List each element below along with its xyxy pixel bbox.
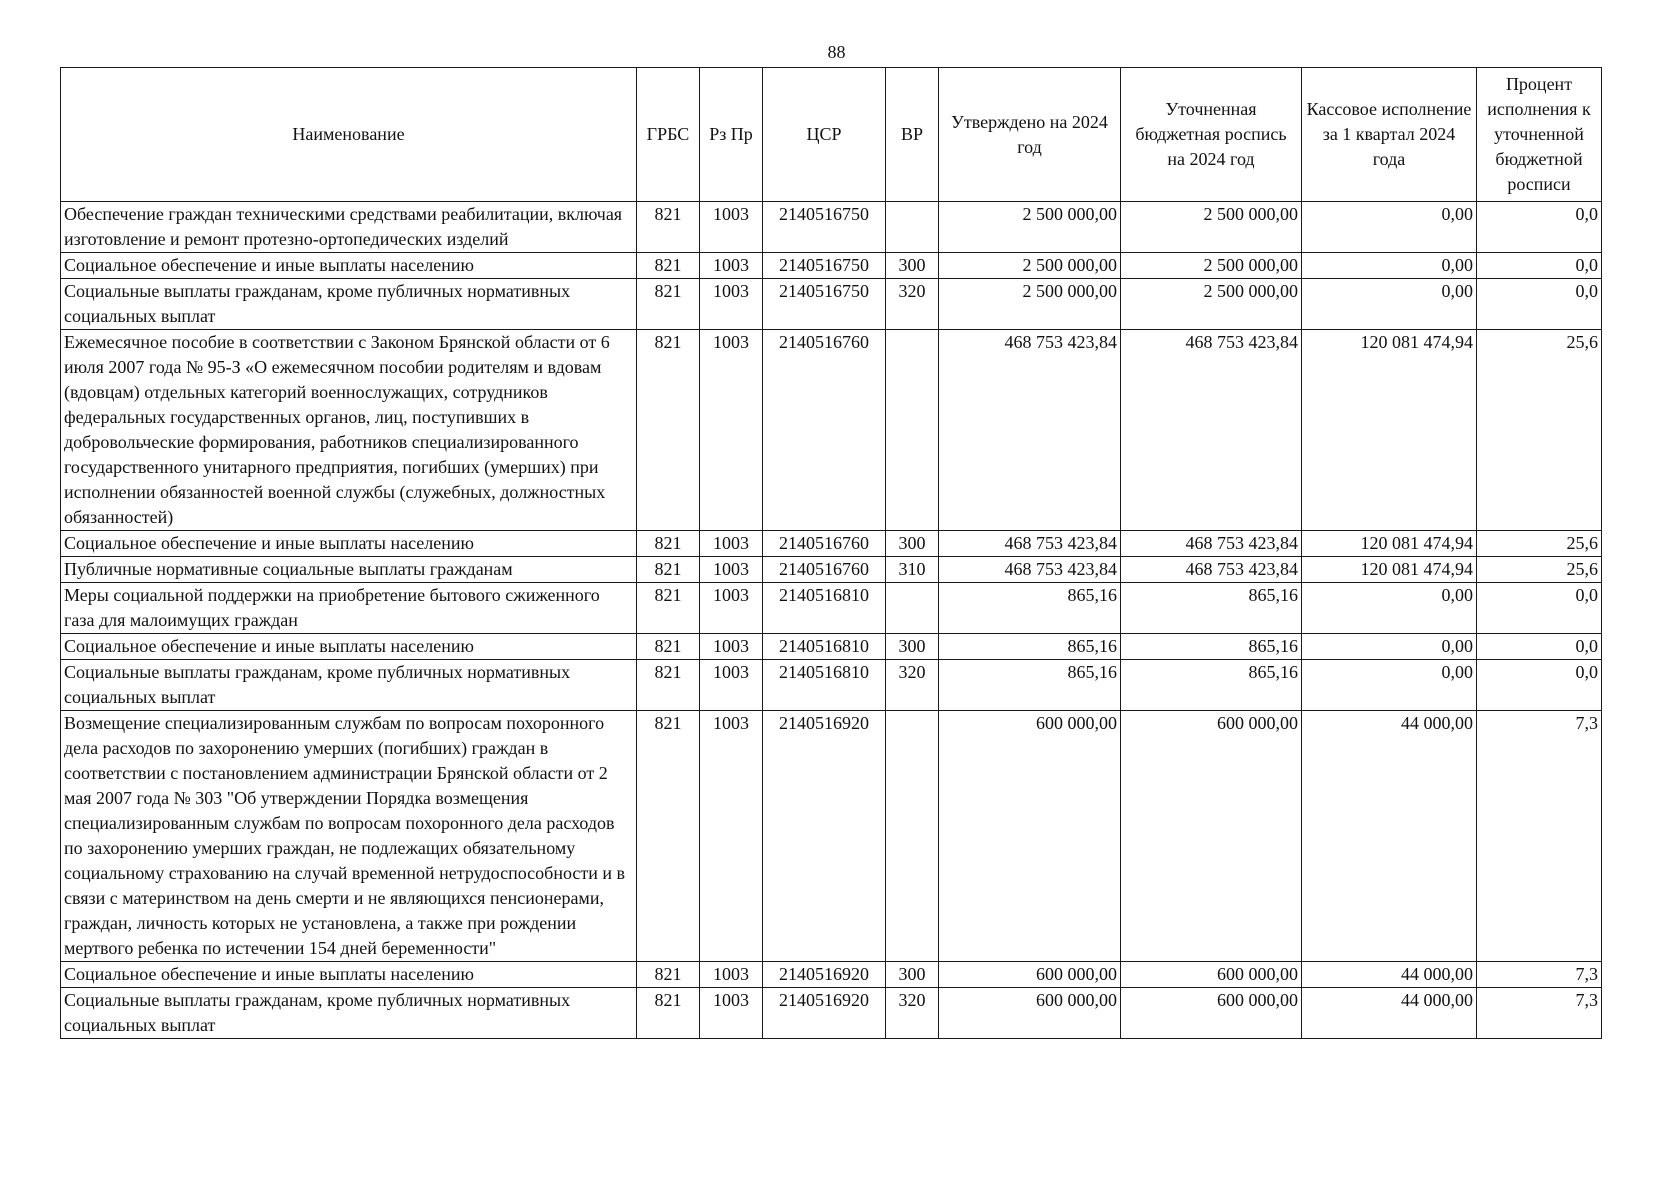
row-name: Социальные выплаты гражданам, кроме публичных нормативных социальных выплат xyxy=(61,988,637,1039)
row-percent: 0,0 xyxy=(1477,634,1602,660)
row-csr: 2140516810 xyxy=(763,660,886,711)
row-csr: 2140516810 xyxy=(763,583,886,634)
row-approved: 468 753 423,84 xyxy=(939,330,1121,531)
header-row xyxy=(61,68,1602,202)
row-name: Социальное обеспечение и иные выплаты населению xyxy=(61,962,637,988)
row-vr: 320 xyxy=(886,988,939,1039)
row-cash: 0,00 xyxy=(1302,202,1477,253)
row-approved: 468 753 423,84 xyxy=(939,531,1121,557)
table-row xyxy=(61,279,1602,330)
row-csr: 2140516920 xyxy=(763,711,886,962)
row-rzpr: 1003 xyxy=(700,279,763,330)
row-refined: 865,16 xyxy=(1121,660,1302,711)
row-vr: 300 xyxy=(886,634,939,660)
table-row xyxy=(61,557,1602,583)
row-percent: 0,0 xyxy=(1477,660,1602,711)
row-approved: 865,16 xyxy=(939,660,1121,711)
row-grbs: 821 xyxy=(637,634,700,660)
row-grbs: 821 xyxy=(637,330,700,531)
row-vr: 320 xyxy=(886,279,939,330)
row-grbs: 821 xyxy=(637,988,700,1039)
header-grbs: ГРБС xyxy=(637,68,700,202)
row-grbs: 821 xyxy=(637,531,700,557)
table-row xyxy=(61,988,1602,1039)
row-refined: 468 753 423,84 xyxy=(1121,330,1302,531)
row-name: Ежемесячное пособие в соответствии с Законом Брянской области от 6 июля 2007 года № 95-З «О ежемесячном пособии родителям и вдовам (вдовцам) отдельных категорий военнослужащих, сотрудников федеральных государственных органов, лиц, поступивших в добровольческие формирования, работников специализированного государственного унитарного предприятия, погибших (умерших) при исполнении обязанностей военной службы (служебных, должностных обязанностей) xyxy=(61,330,637,531)
header-rzpr: Рз Пр xyxy=(700,68,763,202)
header-name: Наименование xyxy=(61,68,637,202)
row-grbs: 821 xyxy=(637,711,700,962)
row-csr: 2140516810 xyxy=(763,634,886,660)
row-csr: 2140516750 xyxy=(763,279,886,330)
row-grbs: 821 xyxy=(637,660,700,711)
row-refined: 600 000,00 xyxy=(1121,962,1302,988)
row-rzpr: 1003 xyxy=(700,330,763,531)
row-refined: 865,16 xyxy=(1121,634,1302,660)
row-rzpr: 1003 xyxy=(700,557,763,583)
row-rzpr: 1003 xyxy=(700,531,763,557)
row-csr: 2140516920 xyxy=(763,962,886,988)
row-cash: 0,00 xyxy=(1302,660,1477,711)
row-percent: 25,6 xyxy=(1477,330,1602,531)
row-approved: 600 000,00 xyxy=(939,962,1121,988)
budget-table xyxy=(60,67,1602,1039)
header-approved: Утверждено на 2024 год xyxy=(939,68,1121,202)
row-vr xyxy=(886,711,939,962)
row-cash: 0,00 xyxy=(1302,279,1477,330)
row-cash: 0,00 xyxy=(1302,253,1477,279)
row-name: Обеспечение граждан техническими средствами реабилитации, включая изготовление и ремонт протезно-ортопедических изделий xyxy=(61,202,637,253)
row-vr xyxy=(886,202,939,253)
row-refined: 865,16 xyxy=(1121,583,1302,634)
row-approved: 2 500 000,00 xyxy=(939,279,1121,330)
row-percent: 25,6 xyxy=(1477,557,1602,583)
row-name: Социальные выплаты гражданам, кроме публичных нормативных социальных выплат xyxy=(61,279,637,330)
table-row xyxy=(61,531,1602,557)
row-refined: 2 500 000,00 xyxy=(1121,202,1302,253)
row-percent: 7,3 xyxy=(1477,988,1602,1039)
row-refined: 600 000,00 xyxy=(1121,711,1302,962)
page-number: 88 xyxy=(827,42,846,62)
row-rzpr: 1003 xyxy=(700,988,763,1039)
header-vr: ВР xyxy=(886,68,939,202)
row-cash: 120 081 474,94 xyxy=(1302,557,1477,583)
table-row xyxy=(61,583,1602,634)
row-cash: 44 000,00 xyxy=(1302,962,1477,988)
row-vr: 320 xyxy=(886,660,939,711)
row-approved: 865,16 xyxy=(939,583,1121,634)
row-percent: 0,0 xyxy=(1477,202,1602,253)
row-cash: 44 000,00 xyxy=(1302,711,1477,962)
row-csr: 2140516750 xyxy=(763,202,886,253)
row-rzpr: 1003 xyxy=(700,583,763,634)
row-vr xyxy=(886,330,939,531)
row-name: Социальные выплаты гражданам, кроме публичных нормативных социальных выплат xyxy=(61,660,637,711)
row-grbs: 821 xyxy=(637,583,700,634)
row-percent: 7,3 xyxy=(1477,711,1602,962)
row-cash: 120 081 474,94 xyxy=(1302,330,1477,531)
row-vr xyxy=(886,583,939,634)
row-percent: 25,6 xyxy=(1477,531,1602,557)
row-name: Меры социальной поддержки на приобретение бытового сжиженного газа для малоимущих граждан xyxy=(61,583,637,634)
row-percent: 0,0 xyxy=(1477,253,1602,279)
row-percent: 0,0 xyxy=(1477,583,1602,634)
table-row xyxy=(61,202,1602,253)
row-refined: 468 753 423,84 xyxy=(1121,531,1302,557)
table-row xyxy=(61,711,1602,962)
header-refined: Уточненная бюджетная роспись на 2024 год xyxy=(1121,68,1302,202)
row-csr: 2140516760 xyxy=(763,531,886,557)
row-csr: 2140516760 xyxy=(763,330,886,531)
row-refined: 468 753 423,84 xyxy=(1121,557,1302,583)
table-row xyxy=(61,660,1602,711)
row-refined: 600 000,00 xyxy=(1121,988,1302,1039)
table-row xyxy=(61,962,1602,988)
row-grbs: 821 xyxy=(637,202,700,253)
row-approved: 2 500 000,00 xyxy=(939,253,1121,279)
table-row xyxy=(61,330,1602,531)
row-approved: 468 753 423,84 xyxy=(939,557,1121,583)
row-csr: 2140516760 xyxy=(763,557,886,583)
row-approved: 2 500 000,00 xyxy=(939,202,1121,253)
row-csr: 2140516750 xyxy=(763,253,886,279)
row-cash: 0,00 xyxy=(1302,634,1477,660)
row-cash: 120 081 474,94 xyxy=(1302,531,1477,557)
row-csr: 2140516920 xyxy=(763,988,886,1039)
header-csr: ЦСР xyxy=(763,68,886,202)
row-name: Социальное обеспечение и иные выплаты населению xyxy=(61,253,637,279)
header-percent: Процент исполнения к уточненной бюджетной росписи xyxy=(1477,68,1602,202)
row-vr: 300 xyxy=(886,531,939,557)
row-rzpr: 1003 xyxy=(700,962,763,988)
row-rzpr: 1003 xyxy=(700,660,763,711)
row-rzpr: 1003 xyxy=(700,711,763,962)
row-grbs: 821 xyxy=(637,557,700,583)
row-grbs: 821 xyxy=(637,279,700,330)
row-refined: 2 500 000,00 xyxy=(1121,253,1302,279)
row-name: Социальное обеспечение и иные выплаты населению xyxy=(61,634,637,660)
table-row xyxy=(61,634,1602,660)
row-vr: 300 xyxy=(886,253,939,279)
row-name: Социальное обеспечение и иные выплаты населению xyxy=(61,531,637,557)
row-name: Возмещение специализированным службам по вопросам похоронного дела расходов по захоронению умерших (погибших) граждан в соответствии с постановлением администрации Брянской области от 2 мая 2007 года № 303 "Об утверждении Порядка возмещения специализированным службам по вопросам похоронного дела расходов по захоронению умерших граждан, не подлежащих обязательному социальному страхованию на случай временной нетрудоспособности и в связи с материнством на день смерти и не являющихся пенсионерами, граждан, личность которых не установлена, а также при рождении мертвого ребенка по истечении 154 дней беременности" xyxy=(61,711,637,962)
row-approved: 865,16 xyxy=(939,634,1121,660)
row-percent: 0,0 xyxy=(1477,279,1602,330)
row-grbs: 821 xyxy=(637,253,700,279)
row-grbs: 821 xyxy=(637,962,700,988)
row-name: Публичные нормативные социальные выплаты гражданам xyxy=(61,557,637,583)
row-rzpr: 1003 xyxy=(700,253,763,279)
row-refined: 2 500 000,00 xyxy=(1121,279,1302,330)
row-vr: 300 xyxy=(886,962,939,988)
row-cash: 44 000,00 xyxy=(1302,988,1477,1039)
row-vr: 310 xyxy=(886,557,939,583)
table-row xyxy=(61,253,1602,279)
header-cash: Кассовое исполнение за 1 квартал 2024 года xyxy=(1302,68,1477,202)
row-rzpr: 1003 xyxy=(700,202,763,253)
row-percent: 7,3 xyxy=(1477,962,1602,988)
row-approved: 600 000,00 xyxy=(939,711,1121,962)
row-cash: 0,00 xyxy=(1302,583,1477,634)
row-approved: 600 000,00 xyxy=(939,988,1121,1039)
row-rzpr: 1003 xyxy=(700,634,763,660)
